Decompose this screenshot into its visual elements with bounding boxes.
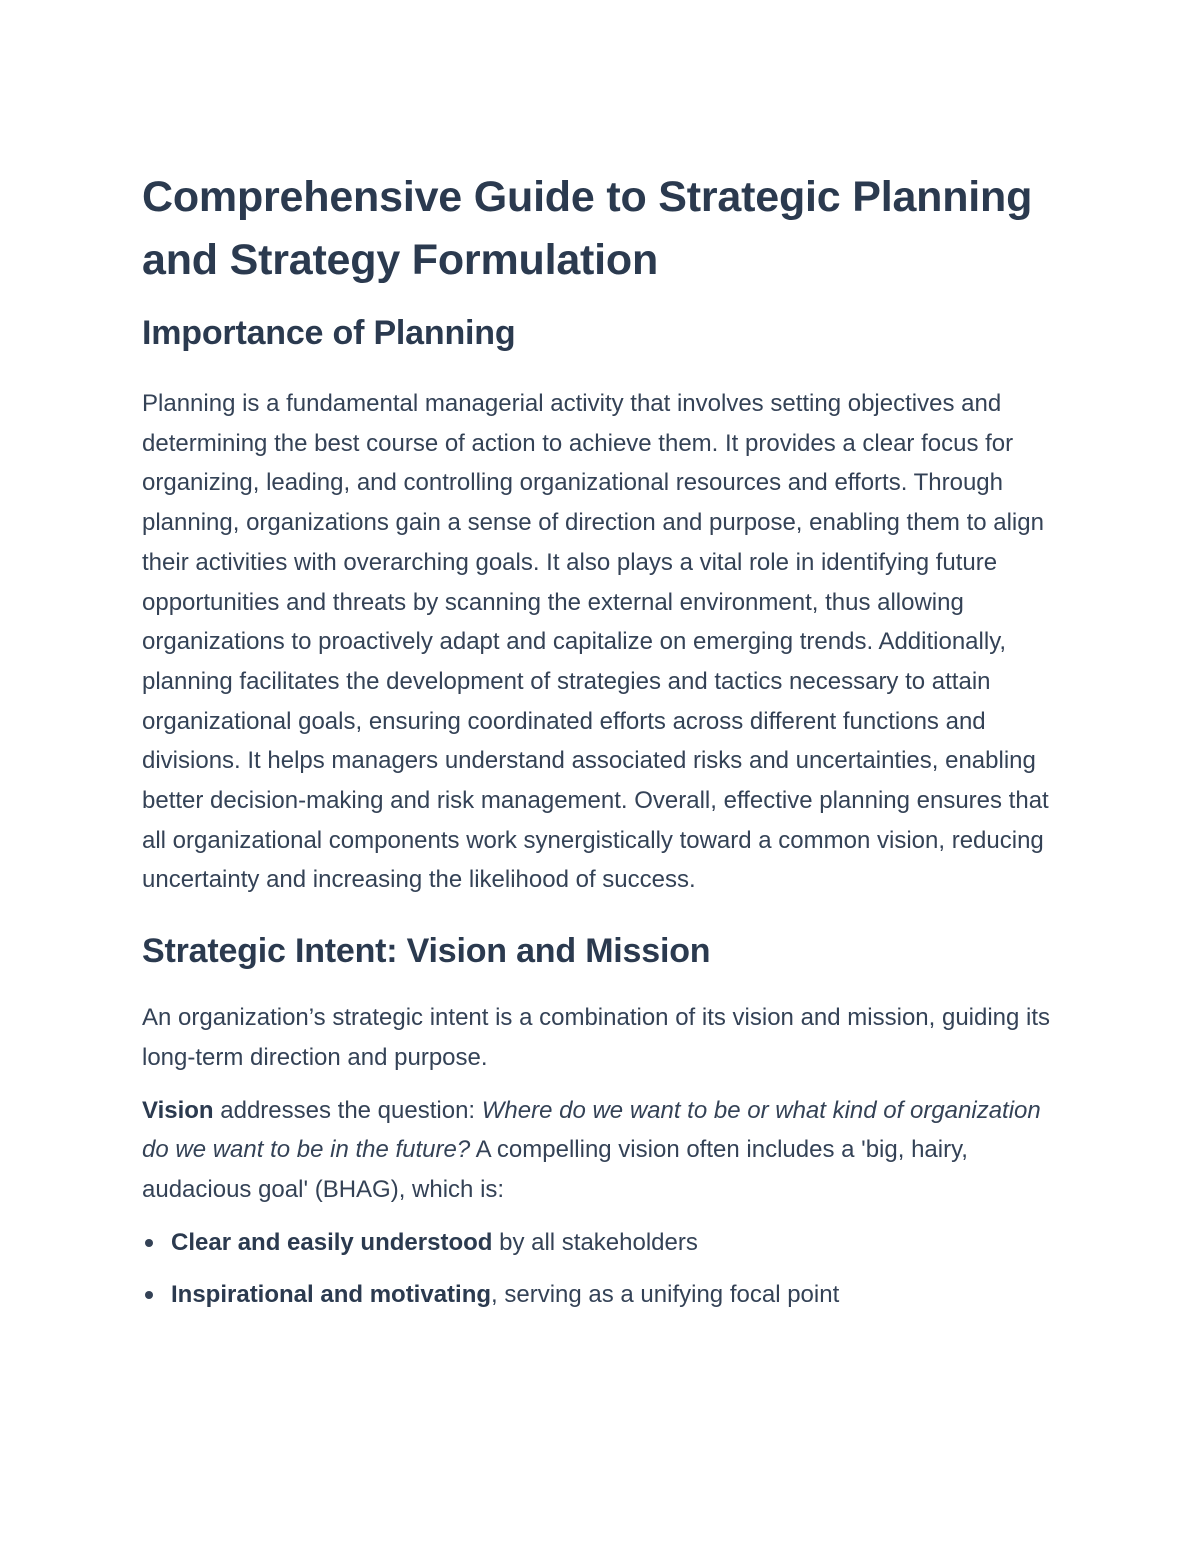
bullet-icon [145,1239,153,1247]
vision-lead-text: addresses the question: [213,1096,482,1124]
vision-term: Vision [142,1096,214,1124]
list-item [142,1223,1072,1263]
section-heading-strategic-intent: Strategic Intent: Vision and Mission [142,932,711,971]
section-heading-importance-of-planning: Importance of Planning [142,314,516,352]
document-page [142,166,1072,1327]
document-title: Comprehensive Guide to Strategic Planning and Strategy Formulation [142,173,1033,284]
vision-rest-text: A compelling vision often includes a 'big, hairy, audacious goal' (BHAG), which is: [142,1136,968,1203]
vision-paragraph [142,1091,1072,1210]
strategic-intent-intro: An organization’s strategic intent is a combination of its vision and mission, guiding its long-term direction and purpose. [142,1004,1051,1071]
bullet-rest-text: , serving as a unifying focal point [491,1280,840,1308]
list-item [142,1275,1072,1315]
vision-question: Where do we want to be or what kind of organization do we want to be in the future? [142,1096,1041,1164]
bullet-rest-text: by all stakeholders [492,1228,698,1256]
planning-paragraph: Planning is a fundamental managerial activity that involves setting objectives and determining the best course of action to achieve them. It provides a clear focus for organizing, leading, and controlling organizational resources and efforts. Through planning, organizations gain a sense of direction and purpose, enabling them to align their activities with overarching goals. It also plays a vital role in identifying future opportunities and threats by scanning the external environment, thus allowing organizations to proactively adapt and capitalize on emerging trends. Additionally, planning facilitates the development of strategies and tactics necessary to attain organizational goals, ensuring coordinated efforts across different functions and divisions. It helps managers understand associated risks and uncertainties, enabling better decision-making and risk management. Overall, effective planning ensures that all organizational components work synergistically toward a common vision, reducing uncertainty and increasing the likelihood of success. [142,390,1049,894]
bullet-bold-text: Clear and easily understood [171,1228,493,1256]
bullet-icon [145,1291,153,1299]
bhag-bullet-list [142,1223,1072,1315]
bullet-bold-text: Inspirational and motivating [171,1280,492,1308]
